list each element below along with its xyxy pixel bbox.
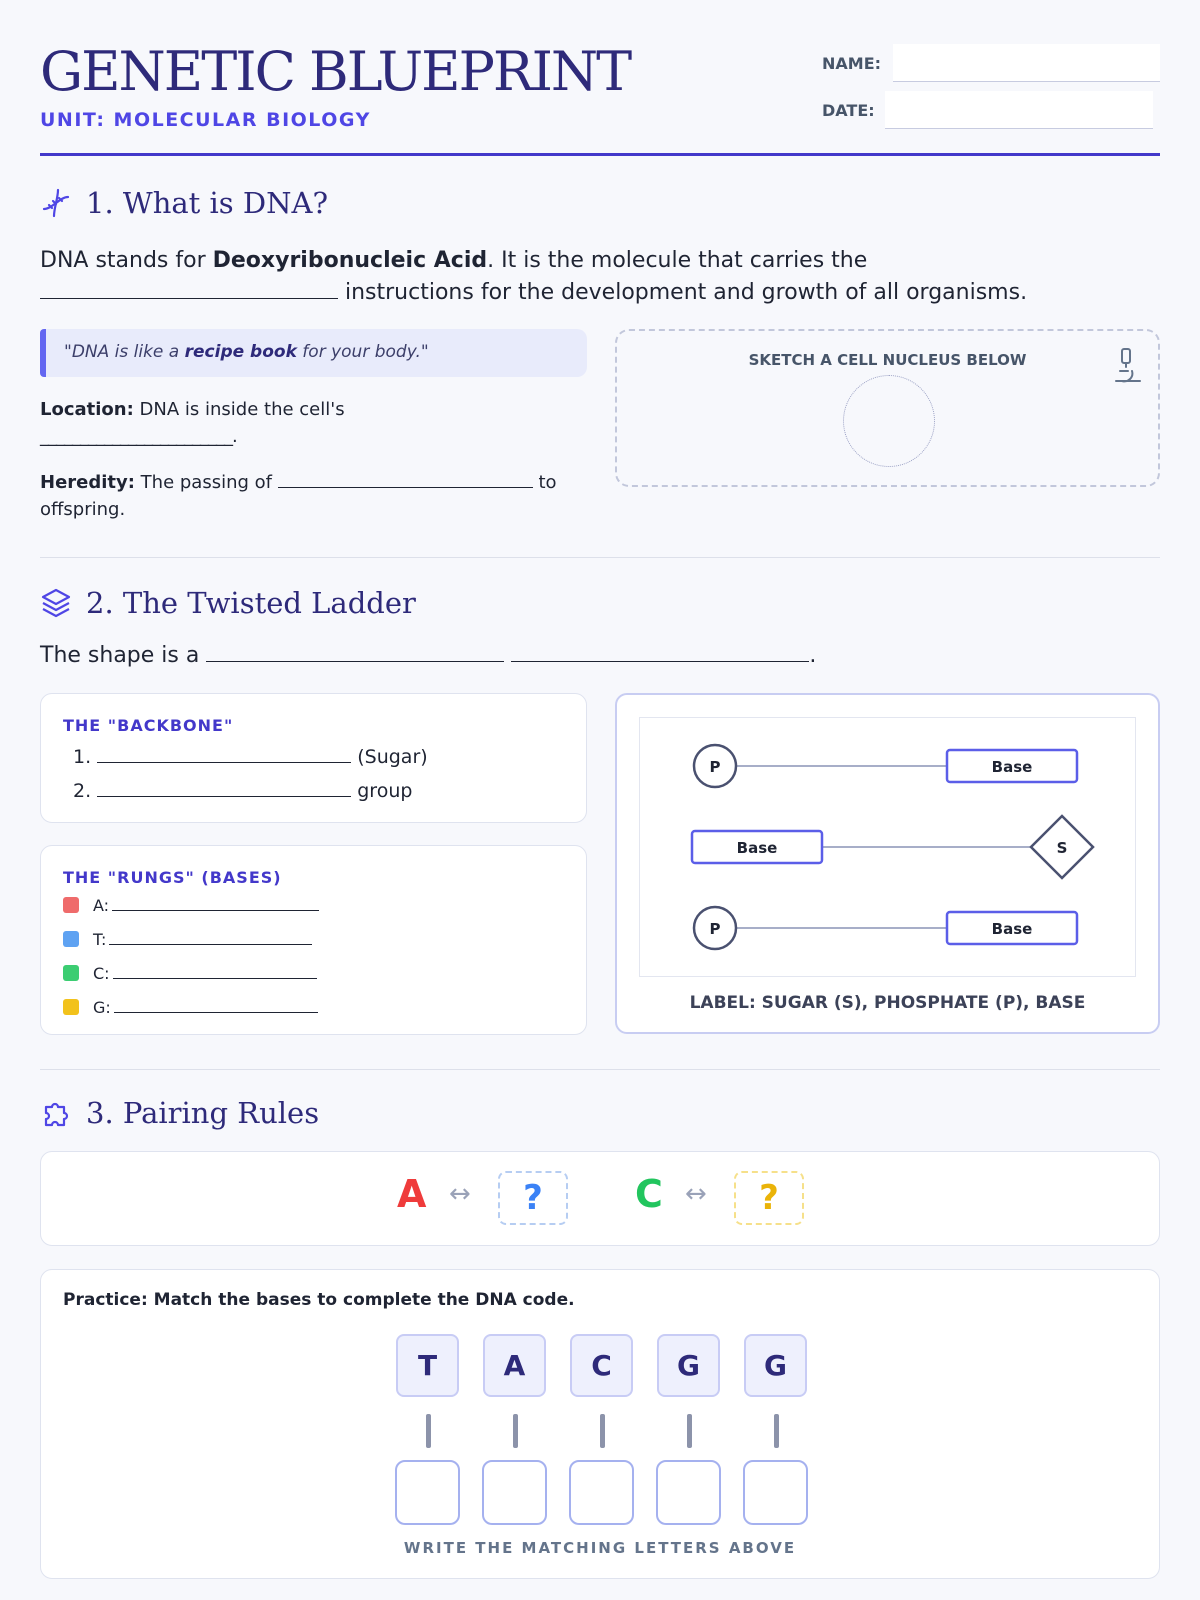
- heredity-blank[interactable]: [278, 474, 533, 488]
- guanine-swatch: [63, 999, 79, 1015]
- thymine-swatch: [63, 931, 79, 947]
- phosphate-node: [694, 907, 736, 949]
- svg-text:Base: Base: [991, 920, 1033, 938]
- practice-caption: WRITE THE MATCHING LETTERS ABOVE: [403, 1539, 797, 1557]
- rung-c: C:: [63, 956, 319, 990]
- unit-subtitle: UNIT: MOLECULAR BIOLOGY: [40, 109, 371, 131]
- dna-intro-paragraph: DNA stands for Deoxyribonucleic Acid. It is the molecule that carries the instructions for the development and growth of all organisms.: [40, 248, 1028, 305]
- answer-box[interactable]: [482, 1460, 547, 1525]
- sugar-node: [1031, 816, 1093, 878]
- pair-base-c: C: [635, 1172, 663, 1216]
- strand-letter: T: [396, 1334, 459, 1397]
- rungs-card: [40, 845, 587, 1035]
- puzzle-icon: [40, 1097, 72, 1129]
- svg-text:P: P: [709, 920, 721, 938]
- strand-letter: G: [657, 1334, 720, 1397]
- strand-letter: A: [483, 1334, 546, 1397]
- date-label: DATE:: [822, 101, 875, 120]
- answer-box[interactable]: [743, 1460, 808, 1525]
- section-3-title: 3. Pairing Rules: [86, 1096, 320, 1130]
- name-label: NAME:: [822, 54, 882, 73]
- date-field[interactable]: [885, 91, 1153, 129]
- microscope-icon: [1110, 347, 1144, 391]
- dna-icon: [40, 187, 72, 219]
- rung-t: T:: [63, 922, 319, 956]
- rung-a: A:: [63, 888, 319, 922]
- section-divider: [40, 557, 1160, 558]
- rung-g: G:: [63, 990, 319, 1024]
- shape-blank-1[interactable]: [206, 644, 504, 662]
- backbone-card: [40, 693, 587, 823]
- answer-box[interactable]: [569, 1460, 634, 1525]
- section-2-heading: [40, 586, 416, 620]
- sketch-caption: SKETCH A CELL NUCLEUS BELOW: [748, 351, 1027, 369]
- backbone-item-1: 1. (Sugar): [73, 746, 428, 768]
- pair-arrow-icon: ↔: [685, 1179, 707, 1209]
- location-blank[interactable]: ________________________.: [40, 426, 237, 447]
- nucleus-outline: [843, 375, 935, 467]
- section-1-heading: [40, 186, 328, 220]
- rungs-title: THE "RUNGS" (BASES): [63, 868, 282, 887]
- nucleotide-diagram: [639, 717, 1136, 977]
- svg-text:P: P: [709, 758, 721, 776]
- answer-box[interactable]: [656, 1460, 721, 1525]
- section-1-title: 1. What is DNA?: [86, 186, 329, 220]
- bond-line: [600, 1414, 605, 1448]
- strand-letter: G: [744, 1334, 807, 1397]
- section-2-title: 2. The Twisted Ladder: [86, 586, 416, 620]
- page-title: GENETIC BLUEPRINT: [40, 40, 631, 103]
- dna-quote: "DNA is like a recipe book for your body.": [40, 329, 587, 377]
- bond-line: [687, 1414, 692, 1448]
- pair-answer-box[interactable]: ?: [734, 1171, 804, 1225]
- bond-line: [774, 1414, 779, 1448]
- shape-blank-2[interactable]: [511, 644, 809, 662]
- base-node: [947, 750, 1077, 782]
- base-node: [947, 912, 1077, 944]
- base-node: [692, 831, 822, 863]
- layers-icon: [40, 587, 72, 619]
- section-divider: [40, 1069, 1160, 1070]
- practice-title: Practice: Match the bases to complete the DNA code.: [63, 1290, 575, 1310]
- bond-line: [426, 1414, 431, 1448]
- bond-line: [513, 1414, 518, 1448]
- svg-text:Base: Base: [736, 839, 778, 857]
- backbone-title: THE "BACKBONE": [63, 716, 234, 735]
- phosphate-node: [694, 745, 736, 787]
- svg-text:Base: Base: [991, 758, 1033, 776]
- adenine-swatch: [63, 897, 79, 913]
- heredity-note: Heredity: The passing of to offspring.: [40, 472, 557, 520]
- pair-answer-box[interactable]: ?: [498, 1171, 568, 1225]
- diagram-caption: LABEL: SUGAR (S), PHOSPHATE (P), BASE: [689, 993, 1086, 1013]
- header-rule: [40, 153, 1160, 156]
- sketch-area[interactable]: [615, 329, 1160, 487]
- section-3-heading: [40, 1096, 319, 1130]
- strand-letter: C: [570, 1334, 633, 1397]
- pairing-rules-card: [40, 1151, 1160, 1246]
- svg-text:S: S: [1056, 839, 1068, 857]
- cytosine-swatch: [63, 965, 79, 981]
- shape-sentence: The shape is a .: [40, 643, 817, 668]
- name-field[interactable]: [893, 44, 1160, 82]
- location-note: Location: DNA is inside the cell's ________________________.: [40, 399, 345, 447]
- nucleotide-diagram-card: [615, 693, 1160, 1034]
- backbone-item-2: 2. group: [73, 780, 413, 802]
- pair-arrow-icon: ↔: [449, 1179, 471, 1209]
- practice-card: [40, 1269, 1160, 1579]
- pair-base-a: A: [397, 1172, 427, 1216]
- answer-box[interactable]: [395, 1460, 460, 1525]
- instructions-blank[interactable]: [40, 281, 338, 299]
